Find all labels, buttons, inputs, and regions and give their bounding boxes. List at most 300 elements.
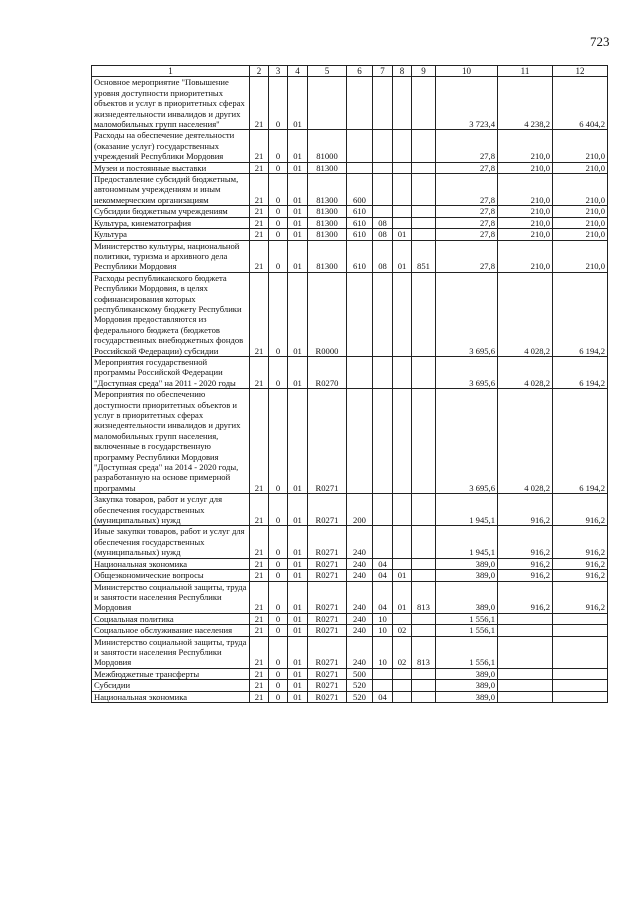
value-cell: 01 [288,130,308,162]
value-cell: 3 695,6 [436,389,498,494]
row-name-cell: Министерство культуры, национальной политики, туризма и архивного дела Республики Мордовия [92,240,250,272]
value-cell: 240 [347,570,373,581]
value-cell [412,625,436,636]
value-cell [498,691,553,702]
value-cell: 916,2 [498,570,553,581]
value-cell [373,668,393,679]
value-cell [373,494,393,526]
value-cell [393,356,412,388]
value-cell: 3 695,6 [436,272,498,356]
value-cell: 210,0 [498,206,553,217]
value-cell: 0 [269,174,288,206]
value-cell: 6 404,2 [553,77,608,130]
table-row [92,668,608,679]
value-cell: 21 [250,581,269,613]
value-cell: 610 [347,240,373,272]
value-cell: 520 [347,691,373,702]
value-cell [498,680,553,691]
value-cell: 0 [269,668,288,679]
value-cell: 0 [269,680,288,691]
table-row [92,613,608,624]
column-header: 1 [92,66,250,77]
column-header: 5 [308,66,347,77]
value-cell: 6 194,2 [553,356,608,388]
value-cell [373,526,393,558]
value-cell: 27,8 [436,229,498,240]
value-cell: 0 [269,389,288,494]
value-cell: 27,8 [436,174,498,206]
value-cell: 0 [269,570,288,581]
value-cell [412,389,436,494]
value-cell: 916,2 [553,581,608,613]
value-cell [412,217,436,228]
row-name-cell: Иные закупки товаров, работ и услуг для обеспечения государственных (муниципальных) нужд [92,526,250,558]
value-cell: 21 [250,636,269,668]
value-cell [498,613,553,624]
value-cell: 01 [288,229,308,240]
value-cell: R0271 [308,526,347,558]
value-cell [373,130,393,162]
value-cell [498,668,553,679]
value-cell: R0271 [308,691,347,702]
value-cell: 389,0 [436,581,498,613]
row-name-cell: Министерство социальной защиты, труда и занятости населения Республики Мордовия [92,581,250,613]
value-cell: 0 [269,130,288,162]
value-cell: 01 [393,581,412,613]
row-name-cell: Мероприятия государственной программы Российской Федерации "Доступная среда" на 2011 - 2020 годы [92,356,250,388]
row-name-cell: Национальная экономика [92,691,250,702]
value-cell: 389,0 [436,680,498,691]
value-cell: 08 [373,217,393,228]
value-cell: 4 238,2 [498,77,553,130]
value-cell: 81300 [308,217,347,228]
value-cell: 21 [250,229,269,240]
value-cell [412,558,436,569]
value-cell [412,229,436,240]
table-row [92,240,608,272]
value-cell: 04 [373,581,393,613]
value-cell [553,636,608,668]
value-cell: 240 [347,526,373,558]
table-row [92,356,608,388]
value-cell [347,77,373,130]
value-cell: 21 [250,206,269,217]
value-cell: 01 [393,240,412,272]
value-cell: 851 [412,240,436,272]
value-cell: 813 [412,581,436,613]
value-cell [553,625,608,636]
value-cell [553,668,608,679]
value-cell [412,272,436,356]
value-cell: 21 [250,494,269,526]
table-row [92,494,608,526]
budget-table [91,65,608,703]
value-cell [373,272,393,356]
value-cell: 0 [269,162,288,173]
value-cell: 01 [288,558,308,569]
table-row [92,229,608,240]
value-cell: 1 556,1 [436,625,498,636]
value-cell: R0271 [308,494,347,526]
value-cell: 3 723,4 [436,77,498,130]
value-cell: 01 [288,240,308,272]
value-cell: 21 [250,668,269,679]
value-cell: 21 [250,130,269,162]
value-cell: 21 [250,613,269,624]
table-row [92,174,608,206]
value-cell: 389,0 [436,558,498,569]
row-name-cell: Основное мероприятие "Повышение уровня доступности приоритетных объектов и услуг в приоритетных сферах жизнедеятельности инвалидов и других маломобильных групп населения" [92,77,250,130]
value-cell [393,77,412,130]
value-cell: 01 [288,668,308,679]
table-row [92,162,608,173]
value-cell: R0271 [308,625,347,636]
row-name-cell: Закупка товаров, работ и услуг для обеспечения государственных (муниципальных) нужд [92,494,250,526]
table-row [92,625,608,636]
value-cell: R0271 [308,613,347,624]
value-cell: 210,0 [498,162,553,173]
column-header: 7 [373,66,393,77]
value-cell [412,570,436,581]
column-header: 10 [436,66,498,77]
value-cell: 916,2 [553,570,608,581]
table-row [92,206,608,217]
value-cell: 210,0 [553,240,608,272]
row-name-cell: Культура, кинематография [92,217,250,228]
value-cell: 21 [250,526,269,558]
value-cell [412,680,436,691]
value-cell [412,130,436,162]
value-cell: 0 [269,272,288,356]
value-cell: 500 [347,668,373,679]
value-cell [412,356,436,388]
value-cell [373,174,393,206]
value-cell: 01 [288,217,308,228]
value-cell: 389,0 [436,691,498,702]
table-row [92,680,608,691]
value-cell [393,613,412,624]
value-cell: 0 [269,625,288,636]
value-cell [347,356,373,388]
value-cell [393,526,412,558]
value-cell: 210,0 [498,240,553,272]
value-cell: 10 [373,636,393,668]
value-cell: 0 [269,558,288,569]
value-cell: R0000 [308,272,347,356]
value-cell: 0 [269,526,288,558]
value-cell [412,162,436,173]
value-cell: 916,2 [553,526,608,558]
value-cell [347,272,373,356]
value-cell: 6 194,2 [553,272,608,356]
value-cell [412,668,436,679]
row-name-cell: Культура [92,229,250,240]
value-cell: 01 [288,625,308,636]
value-cell: 01 [288,636,308,668]
value-cell: 210,0 [553,174,608,206]
value-cell: 389,0 [436,668,498,679]
value-cell [373,206,393,217]
value-cell: 10 [373,625,393,636]
value-cell: 1 945,1 [436,526,498,558]
value-cell: 01 [288,272,308,356]
value-cell: 01 [288,526,308,558]
table-row [92,389,608,494]
value-cell: 0 [269,494,288,526]
value-cell: 01 [393,570,412,581]
value-cell: 21 [250,77,269,130]
value-cell: 81300 [308,206,347,217]
value-cell [393,494,412,526]
value-cell: 21 [250,162,269,173]
row-name-cell: Субсидии бюджетным учреждениям [92,206,250,217]
value-cell: 4 028,2 [498,272,553,356]
value-cell: 6 194,2 [553,389,608,494]
value-cell: 81300 [308,162,347,173]
value-cell [498,636,553,668]
row-name-cell: Межбюджетные трансферты [92,668,250,679]
value-cell [393,206,412,217]
value-cell [347,162,373,173]
value-cell: 0 [269,217,288,228]
row-name-cell: Расходы республиканского бюджета Республики Мордовия, в целях софинансирования которых республиканскому бюджету Республики Мордовия предоставляются из федерального бюджета (бюджетов государственных внебюджетных фондов Российской Федерации) субсидии [92,272,250,356]
row-name-cell: Субсидии [92,680,250,691]
value-cell: 916,2 [498,581,553,613]
value-cell: 0 [269,356,288,388]
value-cell: 0 [269,240,288,272]
row-name-cell: Социальная политика [92,613,250,624]
value-cell: 81300 [308,229,347,240]
column-header: 8 [393,66,412,77]
value-cell [373,77,393,130]
value-cell [347,389,373,494]
value-cell: 21 [250,174,269,206]
value-cell: 27,8 [436,240,498,272]
value-cell: R0271 [308,636,347,668]
value-cell [373,162,393,173]
row-name-cell: Расходы на обеспечение деятельности (оказание услуг) государственных учреждений Республики Мордовия [92,130,250,162]
value-cell [412,206,436,217]
value-cell [498,625,553,636]
table-row [92,77,608,130]
value-cell [393,162,412,173]
value-cell: 210,0 [553,217,608,228]
value-cell: 21 [250,356,269,388]
table-row [92,581,608,613]
value-cell: 210,0 [553,229,608,240]
value-cell: 240 [347,636,373,668]
value-cell: 21 [250,680,269,691]
value-cell [393,217,412,228]
value-cell: 0 [269,229,288,240]
value-cell: 3 695,6 [436,356,498,388]
table-header-row [92,66,608,77]
value-cell: 813 [412,636,436,668]
value-cell: 389,0 [436,570,498,581]
row-name-cell: Социальное обслуживание населения [92,625,250,636]
value-cell: 240 [347,613,373,624]
column-header: 12 [553,66,608,77]
column-header: 9 [412,66,436,77]
value-cell: 21 [250,217,269,228]
value-cell: 0 [269,613,288,624]
value-cell [393,389,412,494]
value-cell: R0271 [308,668,347,679]
value-cell [393,691,412,702]
value-cell: 240 [347,625,373,636]
value-cell: 21 [250,389,269,494]
value-cell [412,691,436,702]
value-cell: 21 [250,272,269,356]
value-cell: 210,0 [553,206,608,217]
value-cell: 04 [373,558,393,569]
value-cell: 520 [347,680,373,691]
value-cell: 01 [393,229,412,240]
value-cell: 04 [373,570,393,581]
value-cell: 0 [269,77,288,130]
row-name-cell: Министерство социальной защиты, труда и занятости населения Республики Мордовия [92,636,250,668]
value-cell: 01 [288,162,308,173]
value-cell: 21 [250,570,269,581]
column-header: 11 [498,66,553,77]
value-cell [393,680,412,691]
value-cell [393,272,412,356]
value-cell [412,174,436,206]
value-cell: 200 [347,494,373,526]
value-cell: 21 [250,691,269,702]
value-cell: 916,2 [553,558,608,569]
value-cell: 4 028,2 [498,389,553,494]
value-cell [393,558,412,569]
value-cell: 01 [288,581,308,613]
value-cell: 01 [288,680,308,691]
row-name-cell: Предоставление субсидий бюджетным, автономным учреждениям и иным некоммерческим организациям [92,174,250,206]
table-row [92,570,608,581]
value-cell: 01 [288,494,308,526]
value-cell: 916,2 [498,526,553,558]
value-cell: 27,8 [436,162,498,173]
row-name-cell: Общеэкономические вопросы [92,570,250,581]
value-cell [393,668,412,679]
value-cell: 1 556,1 [436,613,498,624]
value-cell [412,77,436,130]
table-row [92,636,608,668]
value-cell [412,613,436,624]
value-cell: 210,0 [498,229,553,240]
value-cell [373,680,393,691]
value-cell: 600 [347,174,373,206]
value-cell: 240 [347,558,373,569]
value-cell [553,691,608,702]
value-cell [347,130,373,162]
value-cell: 210,0 [498,217,553,228]
table-row [92,130,608,162]
value-cell: 27,8 [436,130,498,162]
value-cell: 02 [393,636,412,668]
value-cell: 0 [269,206,288,217]
value-cell: 21 [250,558,269,569]
value-cell: 10 [373,613,393,624]
value-cell: 610 [347,206,373,217]
value-cell: 01 [288,570,308,581]
value-cell: 81300 [308,240,347,272]
value-cell: 610 [347,217,373,228]
value-cell: 916,2 [498,558,553,569]
value-cell [393,130,412,162]
value-cell [412,494,436,526]
value-cell: 210,0 [498,130,553,162]
value-cell: 1 945,1 [436,494,498,526]
row-name-cell: Национальная экономика [92,558,250,569]
table-row [92,691,608,702]
value-cell: R0271 [308,570,347,581]
value-cell: 27,8 [436,206,498,217]
value-cell [373,356,393,388]
value-cell: R0271 [308,389,347,494]
column-header: 6 [347,66,373,77]
value-cell: 0 [269,581,288,613]
value-cell [393,174,412,206]
value-cell: 01 [288,613,308,624]
value-cell: 1 556,1 [436,636,498,668]
value-cell: R0270 [308,356,347,388]
value-cell [308,77,347,130]
value-cell: R0271 [308,558,347,569]
value-cell: 81000 [308,130,347,162]
column-header: 4 [288,66,308,77]
value-cell: 4 028,2 [498,356,553,388]
value-cell: 08 [373,229,393,240]
value-cell: 210,0 [498,174,553,206]
value-cell: 01 [288,356,308,388]
value-cell: 0 [269,691,288,702]
table-row [92,526,608,558]
value-cell: 01 [288,389,308,494]
value-cell: 01 [288,691,308,702]
column-header: 2 [250,66,269,77]
value-cell: 04 [373,691,393,702]
value-cell: 81300 [308,174,347,206]
value-cell: 210,0 [553,130,608,162]
value-cell [553,613,608,624]
column-header: 3 [269,66,288,77]
value-cell: 916,2 [553,494,608,526]
value-cell: 916,2 [498,494,553,526]
table-row [92,558,608,569]
value-cell: 01 [288,174,308,206]
value-cell: 27,8 [436,217,498,228]
table-row [92,272,608,356]
value-cell: 0 [269,636,288,668]
value-cell: 210,0 [553,162,608,173]
row-name-cell: Мероприятия по обеспечению доступности приоритетных объектов и услуг в приоритетных сферах жизнедеятельности инвалидов и других маломобильных групп населения, включенные в государственную программу Республики Мордовия "Доступная среда" на 2014 - 2020 годы, разработанную на основе примерной программы [92,389,250,494]
value-cell: 01 [288,206,308,217]
value-cell: 21 [250,625,269,636]
value-cell: 01 [288,77,308,130]
value-cell [553,680,608,691]
value-cell [373,389,393,494]
row-name-cell: Музеи и постоянные выставки [92,162,250,173]
table-row [92,217,608,228]
value-cell: 240 [347,581,373,613]
page-number: 723 [590,34,610,49]
value-cell: 21 [250,240,269,272]
value-cell [412,526,436,558]
value-cell: R0271 [308,581,347,613]
value-cell: R0271 [308,680,347,691]
value-cell: 08 [373,240,393,272]
value-cell: 02 [393,625,412,636]
